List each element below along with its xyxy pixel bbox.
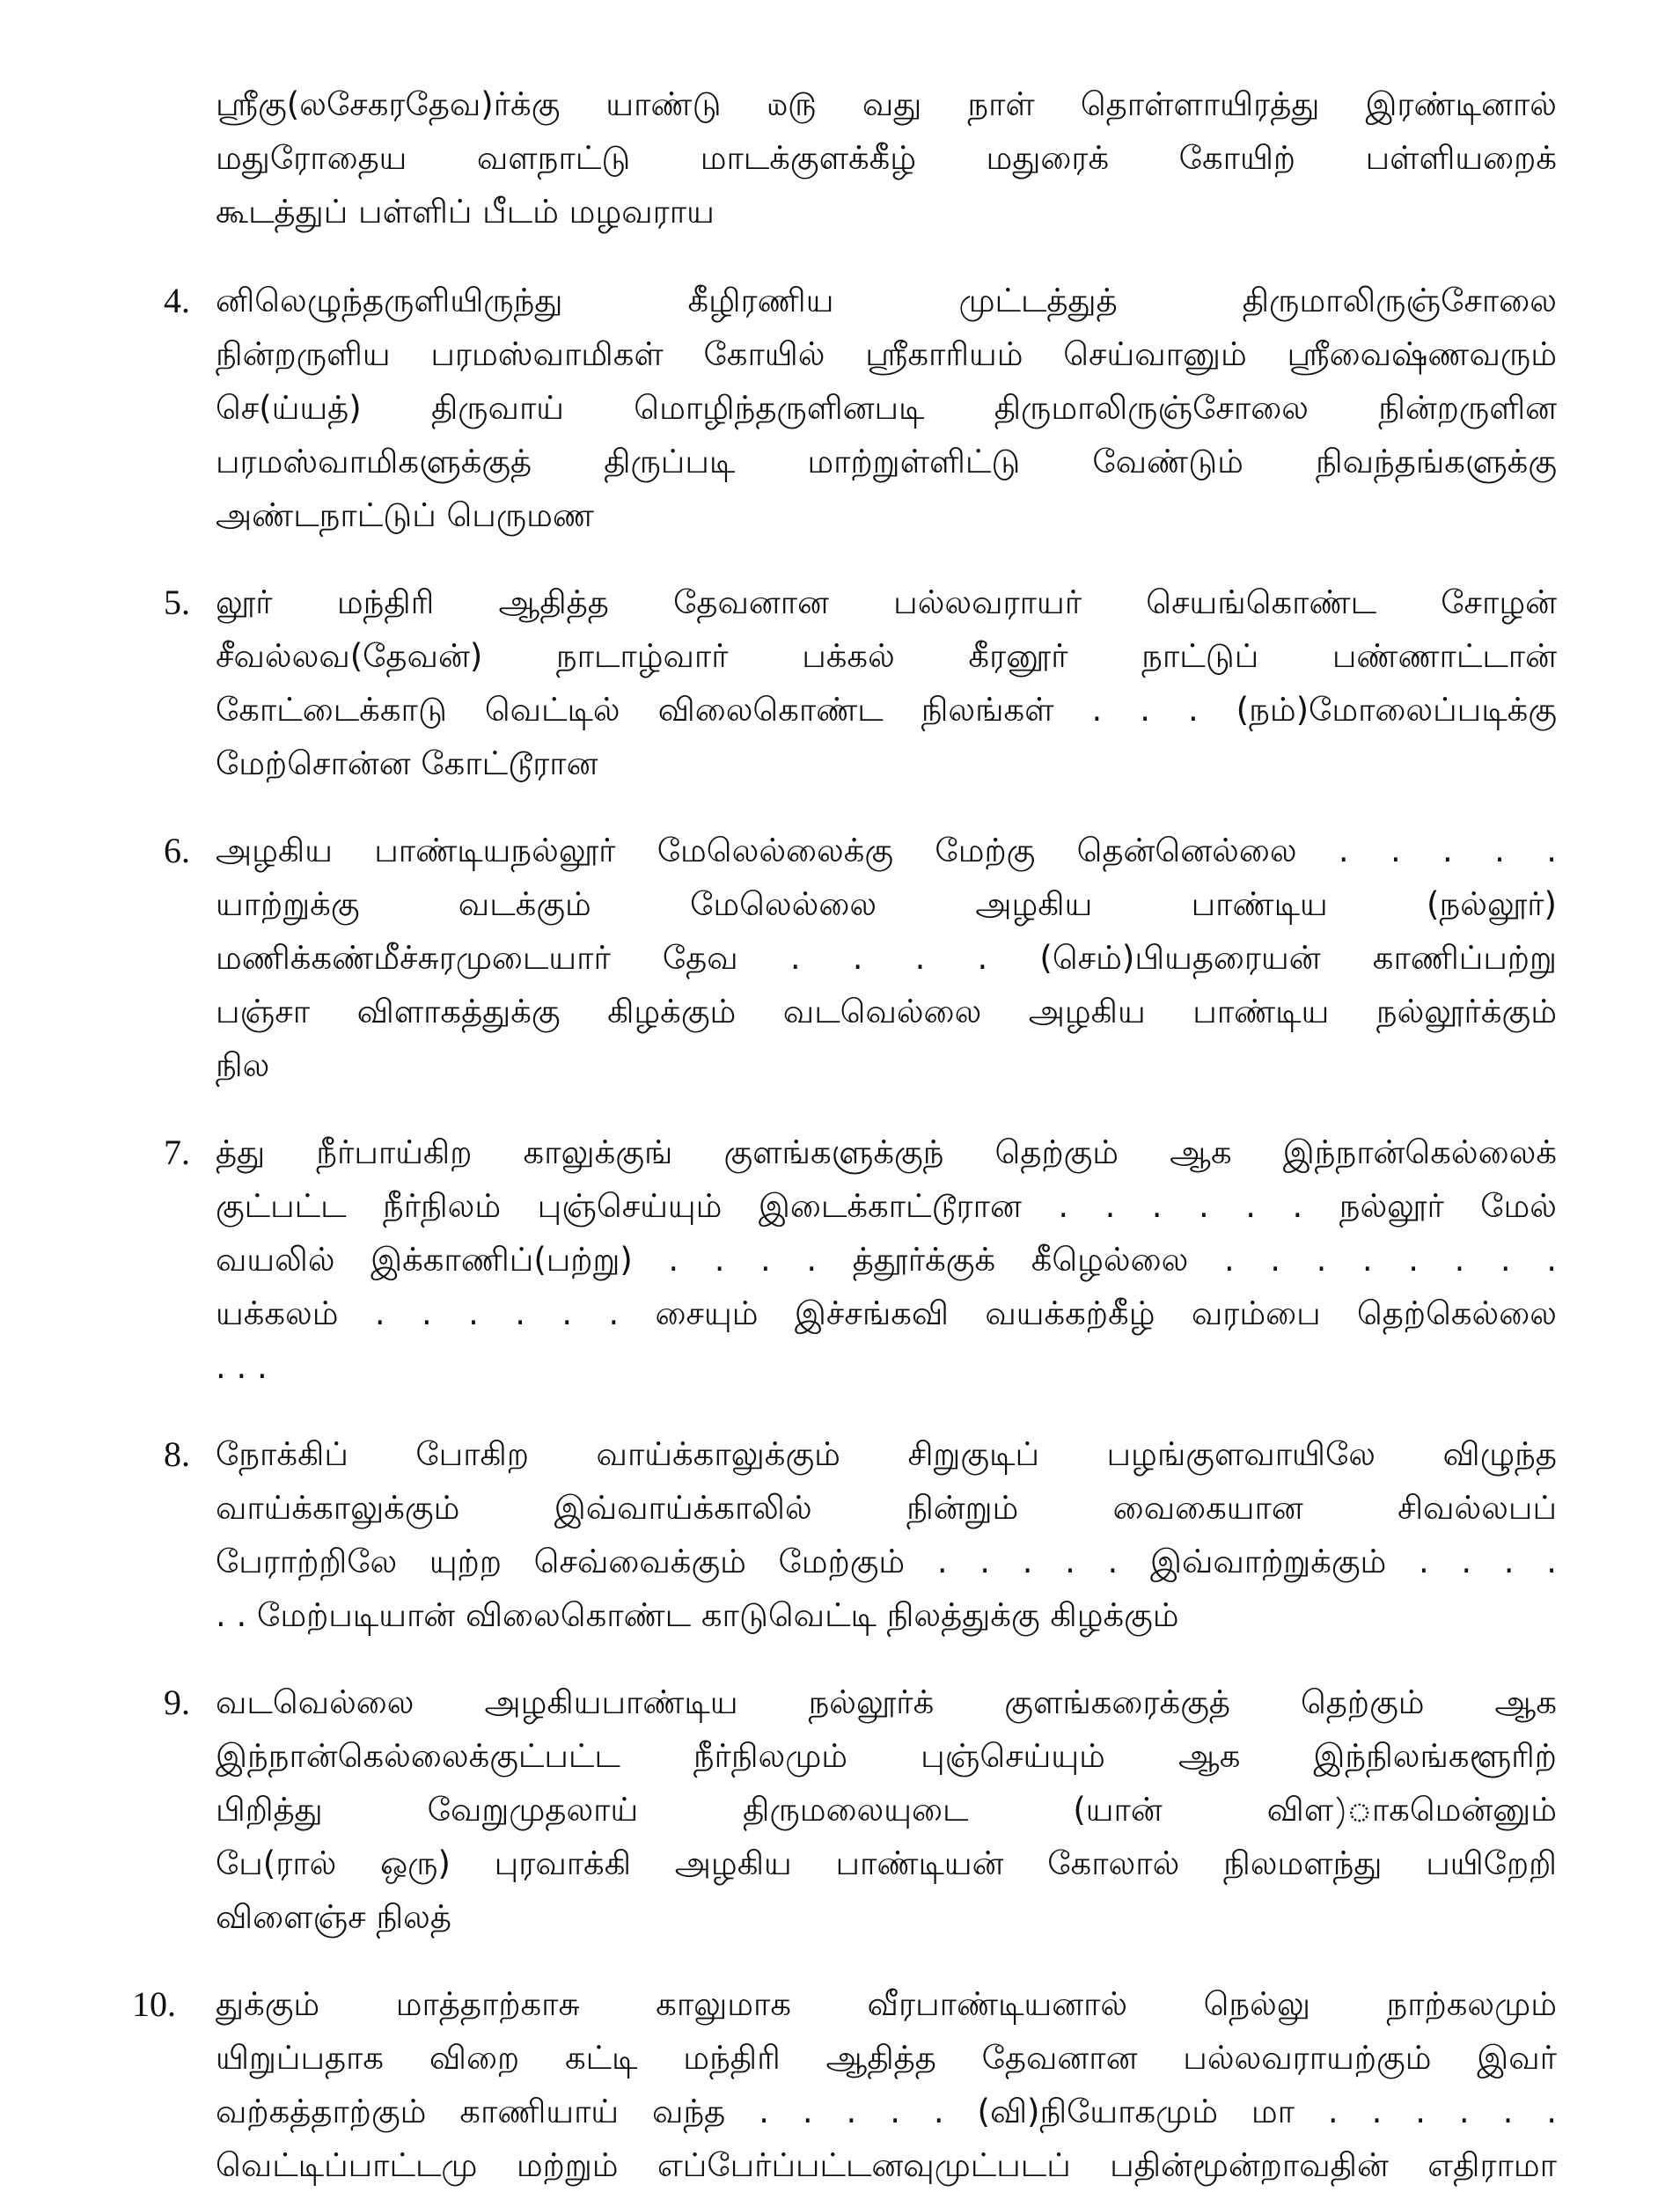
- paragraph-4: [132, 274, 1557, 542]
- text-line: நின்றருளிய பரமஸ்வாமிகள் கோயில் ஸ்ரீகாரியம் செய்வானும் ஸ்ரீவைஷ்ணவரும்: [216, 335, 1557, 373]
- paragraph-7: [132, 1125, 1557, 1394]
- paragraph-body: [216, 1427, 1557, 1642]
- text-line: . . மேற்படியான் விலைகொண்ட காடுவெட்டி நிலத்துக்கு கிழக்கும்: [216, 1596, 1179, 1634]
- text-line: . . .: [216, 1348, 268, 1386]
- paragraph-9: [132, 1675, 1557, 1944]
- text-line: பரமஸ்வாமிகளுக்குத் திருப்படி மாற்றுள்ளிட்டு வேண்டும் நிவந்தங்களுக்கு: [216, 443, 1557, 480]
- text-line: யக்கலம் . . . . . . சையும் இச்சங்கவி வயக்கற்கீழ் வரம்பை தெற்கெல்லை: [216, 1294, 1557, 1332]
- paragraph-10: [132, 1977, 1557, 2192]
- text-line: வற்கத்தாற்கும் காணியாய் வந்த . . . . . (வி)நியோகமும் மா . . . . . .: [216, 2093, 1557, 2130]
- text-line: அண்டநாட்டுப் பெருமண: [216, 496, 594, 534]
- paragraph-number: 4.: [164, 281, 190, 320]
- paragraph-number: 8.: [164, 1434, 190, 1474]
- text-line: த்து நீர்பாய்கிற காலுக்குங் குளங்களுக்குந் தெற்கும் ஆக இந்நான்கெல்லைக்: [216, 1133, 1557, 1171]
- paragraph-body: [216, 1125, 1557, 1394]
- text-line: பிறித்து வேறுமுதலாய் திருமலையுடை (யான் விள)ாகமென்னும்: [216, 1791, 1557, 1829]
- paragraph-number: 5.: [164, 583, 190, 622]
- text-line: பே(ரால் ஒரு) புரவாக்கி அழகிய பாண்டியன் கோலால் நிலமளந்து பயிறேறி: [216, 1844, 1557, 1882]
- text-line: மதுரோதைய வளநாட்டு மாடக்குளக்கீழ் மதுரைக் கோயிற் பள்ளியறைக்: [216, 139, 1557, 177]
- paragraph-number: 9.: [164, 1682, 190, 1722]
- text-line: வாய்க்காலுக்கும் இவ்வாய்க்காலில் நின்றும் வைகையான சிவல்லபப்: [216, 1489, 1557, 1527]
- text-line: நோக்கிப் போகிற வாய்க்காலுக்கும் சிறுகுடிப் பழங்குளவாயிலே விழுந்த: [216, 1435, 1557, 1473]
- text-line: னிலெழுந்தருளியிருந்து கீழிரணிய முட்டத்துத் திருமாலிருஞ்சோலை: [216, 282, 1557, 319]
- paragraph-body: [216, 824, 1557, 1092]
- text-line: கோட்டைக்காடு வெட்டில் விலைகொண்ட நிலங்கள் . . . (நம்)மோலைப்படிக்கு: [216, 691, 1557, 729]
- text-line: வெட்டிப்பாட்டமு மற்றும் எப்பேர்ப்பட்டனவுமுட்படப் பதின்மூன்றாவதின் எதிராமா: [216, 2146, 1557, 2184]
- text-line: குட்பட்ட நீர்நிலம் புஞ்செய்யும் இடைக்காட்டூரான . . . . . . நல்லூர் மேல்: [216, 1187, 1557, 1225]
- paragraph-number: 6.: [164, 831, 190, 870]
- text-line: மேற்சொன்ன கோட்டூரான: [216, 744, 598, 782]
- text-line: அழகிய பாண்டியநல்லூர் மேலெல்லைக்கு மேற்கு தென்னெல்லை . . . . .: [216, 832, 1557, 869]
- text-line: மணிக்கண்மீச்சுரமுடையார் தேவ . . . . (செம்)பியதரையன் காணிப்பற்று: [216, 939, 1557, 977]
- text-line: ஸ்ரீகு(லசேகரதேவ)ர்க்கு யாண்டு ௰௫ வது நாள் தொள்ளாயிரத்து இரண்டினால்: [216, 85, 1557, 123]
- text-line: வயலில் இக்காணிப்(பற்று) . . . . த்தூர்க்குக் கீழெல்லை . . . . . . . .: [216, 1241, 1557, 1279]
- paragraph-5: [132, 575, 1557, 790]
- paragraph-number: 7.: [164, 1133, 190, 1172]
- text-line: யாற்றுக்கு வடக்கும் மேலெல்லை அழகிய பாண்டிய (நல்லூர்): [216, 885, 1557, 923]
- text-line: இந்நான்கெல்லைக்குட்பட்ட நீர்நிலமும் புஞ்செய்யும் ஆக இந்நிலங்களூரிற்: [216, 1737, 1557, 1775]
- paragraph-body: [216, 274, 1557, 542]
- paragraph-6: [132, 824, 1557, 1092]
- text-line: லூர் மந்திரி ஆதித்த தேவனான பல்லவராயர் செயங்கொண்ட சோழன்: [216, 583, 1557, 621]
- text-line: பஞ்சா விளாகத்துக்கு கிழக்கும் வடவெல்லை அழகிய பாண்டிய நல்லூர்க்கும்: [216, 993, 1557, 1030]
- paragraph-number: 10.: [132, 1984, 176, 2024]
- intro-paragraph: [216, 77, 1557, 238]
- text-line: துக்கும் மாத்தாற்காசு காலுமாக வீரபாண்டியனால் நெல்லு நாற்கலமும்: [216, 1985, 1557, 2023]
- text-line: வடவெல்லை அழகியபாண்டிய நல்லூர்க் குளங்கரைக்குத் தெற்கும் ஆக: [216, 1683, 1557, 1721]
- paragraph-8: [132, 1427, 1557, 1642]
- paragraph-body: [216, 1977, 1557, 2192]
- paragraph-body: [216, 575, 1557, 790]
- text-line: சீவல்லவ(தேவன்) நாடாழ்வார் பக்கல் கீரனூர் நாட்டுப் பண்ணாட்டான்: [216, 637, 1557, 675]
- text-line: கூடத்துப் பள்ளிப் பீடம் மழவராய: [216, 193, 715, 231]
- text-line: விளைஞ்ச நிலத்: [216, 1898, 451, 1936]
- text-line: யிறுப்பதாக விறை கட்டி மந்திரி ஆதித்த தேவனான பல்லவராயற்கும் இவர்: [216, 2039, 1557, 2077]
- text-line: நில: [216, 1046, 270, 1084]
- paragraph-body: [216, 1675, 1557, 1944]
- text-line: செ(ய்யத்) திருவாய் மொழிந்தருளினபடி திருமாலிருஞ்சோலை நின்றருளின: [216, 389, 1557, 427]
- text-line: பேராற்றிலே யுற்ற செவ்வைக்கும் மேற்கும் . . . . . இவ்வாற்றுக்கும் . . . .: [216, 1543, 1557, 1580]
